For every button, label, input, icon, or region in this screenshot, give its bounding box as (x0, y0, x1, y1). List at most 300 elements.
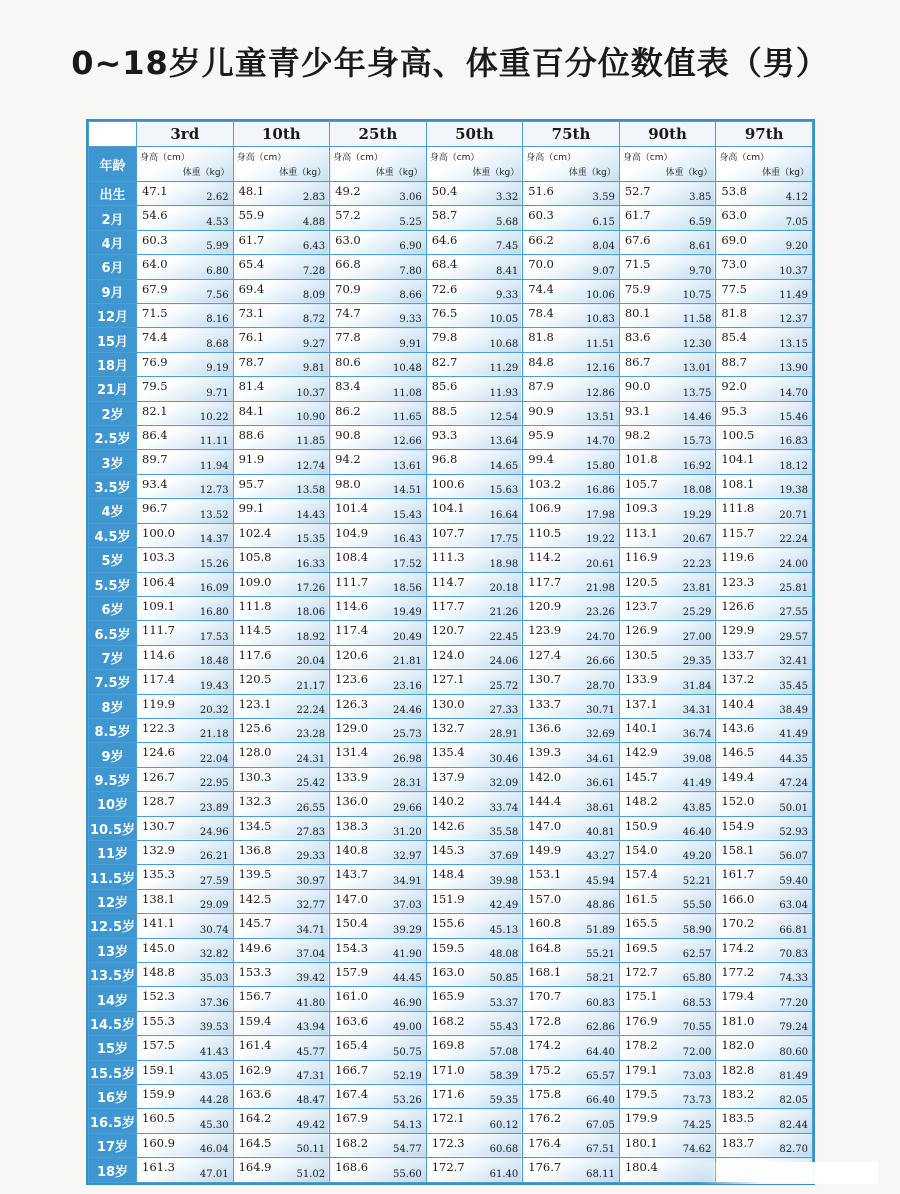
weight-value: 23.28 (296, 729, 326, 741)
height-value: 86.4 (142, 428, 168, 443)
height-value: 89.7 (142, 452, 168, 467)
weight-value: 7.05 (785, 216, 808, 228)
height-value: 65.4 (238, 257, 265, 272)
height-value: 134.5 (238, 818, 272, 833)
value-cell (233, 279, 330, 303)
height-value: 78.7 (238, 354, 265, 369)
weight-value: 29.57 (779, 631, 808, 643)
weight-value: 15.80 (586, 460, 615, 472)
weight-value: 32.69 (586, 729, 615, 741)
height-value: 137.9 (431, 769, 465, 784)
value-cell (330, 499, 427, 523)
height-value: 60.3 (528, 208, 554, 223)
weight-value: 55.50 (682, 900, 712, 912)
height-value: 78.4 (528, 306, 554, 321)
value-cell (716, 182, 813, 206)
height-value: 169.8 (431, 1038, 465, 1053)
value-cell (619, 670, 716, 694)
height-value: 175.2 (528, 1062, 562, 1077)
value-cell (523, 1060, 620, 1084)
weight-value: 5.99 (206, 241, 229, 253)
weight-value: 2.83 (302, 192, 326, 204)
weight-value: 13.15 (779, 338, 808, 350)
height-value: 170.2 (721, 916, 755, 931)
value-cell (330, 840, 427, 864)
weight-value: 57.08 (489, 1046, 519, 1058)
percentile-header-row (89, 122, 813, 147)
value-cell (619, 474, 716, 498)
height-value: 123.6 (335, 672, 369, 687)
value-cell (137, 401, 234, 425)
weight-value: 48.47 (296, 1095, 326, 1107)
value-cell (137, 596, 234, 620)
weight-value: 41.49 (682, 778, 712, 790)
value-cell (426, 426, 523, 450)
value-cell (426, 645, 523, 669)
value-cell (716, 889, 813, 913)
value-cell (233, 474, 330, 498)
weight-value: 6.15 (592, 216, 615, 228)
weight-value: 49.00 (393, 1022, 422, 1034)
weight-value: 17.52 (393, 558, 422, 570)
value-cell (233, 450, 330, 474)
height-value: 114.2 (528, 550, 562, 565)
height-value: 141.1 (142, 916, 175, 931)
value-cell (426, 206, 523, 230)
value-cell (619, 548, 716, 572)
weight-value: 11.29 (489, 363, 519, 375)
weight-value: 13.75 (682, 387, 712, 399)
height-value: 164.8 (528, 940, 562, 955)
height-value: 55.9 (238, 208, 265, 223)
table-row (89, 572, 813, 596)
weight-value: 66.81 (779, 924, 808, 936)
value-cell (137, 1133, 234, 1157)
value-cell (426, 840, 523, 864)
weight-value: 74.33 (779, 973, 808, 985)
height-value: 174.2 (528, 1038, 562, 1053)
weight-value: 45.30 (199, 1119, 229, 1131)
value-cell (619, 743, 716, 767)
height-value: 138.3 (335, 818, 369, 833)
height-value: 111.7 (142, 623, 175, 638)
weight-value: 13.51 (586, 412, 615, 424)
weight-value: 33.74 (489, 802, 519, 814)
value-cell (426, 792, 523, 816)
weight-value: 26.66 (586, 656, 615, 668)
height-value: 167.9 (335, 1111, 369, 1126)
table-body (89, 182, 813, 1183)
value-cell (523, 596, 620, 620)
weight-value: 30.71 (586, 704, 615, 716)
weight-value: 9.71 (206, 387, 229, 399)
weight-value: 32.09 (489, 778, 519, 790)
height-value: 140.1 (624, 720, 658, 735)
weight-value: 39.42 (296, 973, 326, 985)
weight-value: 12.54 (489, 412, 519, 424)
value-cell (137, 1158, 234, 1183)
height-value: 154.0 (624, 842, 658, 857)
value-cell (426, 499, 523, 523)
weight-value: 35.45 (779, 680, 808, 692)
height-value: 119.9 (142, 696, 175, 711)
height-value: 172.1 (431, 1111, 465, 1126)
height-value: 66.8 (335, 257, 361, 272)
height-value: 102.4 (238, 525, 272, 540)
age-cell: 12.5岁 (89, 914, 137, 938)
value-cell (330, 645, 427, 669)
height-value: 160.5 (142, 1111, 175, 1126)
weight-value: 27.59 (199, 875, 229, 887)
table-row (89, 670, 813, 694)
weight-value: 8.68 (206, 338, 229, 350)
value-cell (523, 718, 620, 742)
height-value: 93.3 (431, 428, 458, 443)
height-value: 150.4 (335, 916, 369, 931)
height-value: 149.4 (721, 769, 755, 784)
weight-value: 60.12 (489, 1119, 519, 1131)
height-value: 161.4 (238, 1038, 272, 1053)
height-value: 176.4 (528, 1135, 562, 1150)
height-value: 156.7 (238, 989, 272, 1004)
height-value: 100.0 (142, 525, 175, 540)
weight-value: 21.26 (489, 607, 519, 619)
height-unit-label: 身高（cm） (140, 153, 190, 163)
weight-value: 3.85 (689, 192, 712, 204)
weight-value: 9.70 (689, 265, 712, 277)
weight-value: 10.83 (586, 314, 615, 326)
height-value: 175.8 (528, 1087, 562, 1102)
height-value: 136.0 (335, 794, 369, 809)
value-cell (523, 889, 620, 913)
height-value: 171.0 (431, 1062, 465, 1077)
weight-value: 48.08 (489, 949, 519, 960)
value-cell (233, 377, 330, 401)
table-row (89, 743, 813, 767)
height-value: 145.0 (142, 940, 175, 955)
value-cell (330, 548, 427, 572)
weight-value: 22.04 (199, 753, 229, 765)
height-value: 73.0 (721, 257, 747, 272)
value-cell (137, 792, 234, 816)
age-cell: 11.5岁 (89, 865, 137, 889)
weight-value: 22.23 (682, 558, 712, 570)
value-cell (523, 865, 620, 889)
height-value: 140.4 (721, 696, 755, 711)
weight-value: 15.26 (199, 558, 229, 570)
value-cell (233, 572, 330, 596)
weight-value: 31.20 (393, 826, 422, 838)
weight-value: 50.75 (393, 1046, 422, 1058)
weight-value: 20.49 (393, 631, 422, 643)
weight-unit-label: 体重（kg） (568, 168, 616, 178)
weight-value: 21.18 (199, 729, 229, 741)
height-value: 174.2 (721, 940, 755, 955)
value-cell (137, 670, 234, 694)
weight-value: 73.73 (682, 1095, 712, 1107)
value-cell (330, 255, 427, 279)
value-cell (523, 792, 620, 816)
table-row (89, 938, 813, 962)
height-value: 179.1 (624, 1062, 658, 1077)
weight-value: 16.64 (489, 509, 519, 521)
height-value: 117.7 (431, 598, 465, 613)
height-value: 164.9 (238, 1160, 272, 1175)
height-unit-label: 身高（cm） (622, 153, 673, 163)
weight-value: 9.33 (399, 314, 422, 326)
value-cell (330, 230, 427, 254)
height-value: 128.0 (238, 745, 272, 760)
weight-value: 10.05 (489, 314, 519, 326)
height-value: 117.4 (335, 623, 369, 638)
value-cell (619, 914, 716, 938)
height-value: 48.1 (238, 184, 265, 198)
weight-value: 9.81 (302, 363, 326, 375)
height-value: 160.8 (528, 916, 562, 931)
height-value: 80.1 (624, 306, 651, 321)
weight-value: 17.53 (199, 631, 229, 643)
value-cell (137, 1011, 234, 1035)
weight-value: 53.37 (489, 997, 519, 1009)
height-value: 105.8 (238, 550, 272, 565)
value-cell (137, 914, 234, 938)
height-value: 164.5 (238, 1135, 272, 1150)
height-value: 167.4 (335, 1087, 369, 1102)
value-cell (330, 523, 427, 547)
value-cell (330, 621, 427, 645)
height-value: 130.5 (624, 647, 658, 662)
weight-value: 41.49 (779, 729, 808, 741)
value-cell (426, 889, 523, 913)
height-value: 60.3 (142, 232, 168, 247)
weight-value: 10.37 (296, 387, 326, 399)
weight-value: 24.46 (393, 704, 422, 716)
value-cell (137, 426, 234, 450)
weight-value: 26.98 (393, 753, 422, 765)
value-cell (426, 621, 523, 645)
age-cell: 3岁 (89, 450, 137, 474)
table-row (89, 182, 813, 206)
age-cell: 7.5岁 (89, 670, 137, 694)
percentile-table-frame (86, 119, 815, 1185)
value-cell (233, 889, 330, 913)
height-value: 169.5 (624, 940, 658, 955)
height-value: 95.7 (238, 476, 265, 491)
weight-value: 50.01 (779, 802, 808, 814)
height-value: 183.5 (721, 1111, 755, 1126)
value-cell (716, 596, 813, 620)
value-cell (619, 963, 716, 987)
table-row (89, 621, 813, 645)
height-value: 163.6 (335, 1013, 369, 1028)
value-cell (426, 230, 523, 254)
height-value: 101.8 (624, 452, 658, 467)
height-value: 54.6 (142, 208, 168, 223)
value-cell (233, 865, 330, 889)
weight-value: 38.61 (586, 802, 615, 814)
height-value: 51.6 (528, 184, 554, 198)
weight-value: 13.64 (489, 436, 519, 448)
height-value: 157.0 (528, 891, 562, 906)
value-cell (137, 548, 234, 572)
table-row (89, 230, 813, 254)
weight-value: 80.60 (779, 1046, 808, 1058)
height-value: 133.9 (624, 672, 658, 687)
height-value: 93.1 (624, 403, 651, 418)
weight-value: 12.86 (586, 387, 615, 399)
height-value: 109.3 (624, 501, 658, 516)
value-cell (619, 377, 716, 401)
height-value: 161.5 (624, 891, 658, 906)
height-value: 80.6 (335, 354, 361, 369)
height-value: 175.1 (624, 989, 658, 1004)
value-cell (426, 572, 523, 596)
weight-value: 8.04 (592, 241, 615, 253)
value-cell (137, 645, 234, 669)
height-value: 120.9 (528, 598, 562, 613)
height-value: 148.8 (142, 965, 175, 979)
value-cell (137, 938, 234, 962)
height-value: 147.0 (528, 818, 562, 833)
value-cell (716, 914, 813, 938)
age-cell: 18月 (89, 352, 137, 376)
weight-value: 11.49 (779, 290, 808, 302)
value-cell (523, 1036, 620, 1060)
weight-value: 17.26 (296, 582, 326, 594)
weight-value: 61.40 (489, 1169, 519, 1180)
table-row (89, 840, 813, 864)
height-value: 96.8 (431, 452, 458, 467)
height-value: 96.7 (142, 501, 168, 516)
height-value: 85.4 (721, 330, 747, 345)
table-row (89, 1036, 813, 1060)
value-cell (619, 352, 716, 376)
weight-value: 20.18 (489, 582, 519, 594)
age-column-header: 年龄 (89, 147, 137, 182)
value-cell (523, 377, 620, 401)
age-cell: 7岁 (89, 645, 137, 669)
value-cell (619, 621, 716, 645)
height-value: 131.4 (335, 745, 369, 760)
height-value: 132.3 (238, 794, 272, 809)
value-cell (426, 743, 523, 767)
height-value: 76.9 (142, 354, 168, 369)
weight-value: 31.84 (682, 680, 712, 692)
height-value: 164.2 (238, 1111, 272, 1126)
table-row (89, 523, 813, 547)
weight-value: 2.62 (206, 192, 229, 204)
height-value: 153.1 (528, 867, 562, 882)
height-value: 179.9 (624, 1111, 658, 1126)
weight-value: 12.73 (199, 485, 229, 497)
table-row (89, 816, 813, 840)
weight-value: 16.80 (199, 607, 229, 619)
weight-value: 34.61 (586, 753, 615, 765)
weight-value: 11.93 (489, 387, 519, 399)
height-value: 176.7 (528, 1160, 562, 1175)
weight-value: 54.77 (393, 1144, 422, 1156)
value-cell (137, 328, 234, 352)
height-value: 152.3 (142, 989, 175, 1004)
height-value: 138.1 (142, 891, 175, 906)
value-cell (523, 840, 620, 864)
weight-value: 25.29 (682, 607, 712, 619)
age-cell: 6.5岁 (89, 621, 137, 645)
value-cell (233, 255, 330, 279)
height-value: 95.9 (528, 428, 554, 443)
value-cell (426, 1011, 523, 1035)
height-value: 81.8 (721, 306, 747, 321)
weight-value: 30.74 (199, 924, 229, 936)
weight-value: 11.65 (393, 412, 422, 424)
percentile-table (88, 121, 813, 1183)
value-cell (330, 401, 427, 425)
height-value: 86.2 (335, 403, 361, 418)
height-value: 103.2 (528, 476, 562, 491)
value-cell (426, 304, 523, 328)
value-cell (233, 718, 330, 742)
weight-value: 10.22 (199, 412, 229, 424)
weight-value: 39.08 (682, 753, 712, 765)
value-cell (426, 987, 523, 1011)
height-value: 106.9 (528, 501, 562, 516)
value-cell (716, 523, 813, 547)
age-cell: 4岁 (89, 499, 137, 523)
height-value: 149.9 (528, 842, 562, 857)
value-cell (619, 304, 716, 328)
height-value: 90.0 (624, 379, 651, 394)
weight-value: 55.43 (489, 1022, 519, 1034)
value-cell (619, 523, 716, 547)
weight-value: 11.94 (199, 460, 229, 472)
height-value: 163.0 (431, 965, 465, 979)
weight-value: 17.75 (489, 534, 519, 546)
value-cell (523, 621, 620, 645)
height-value: 74.4 (528, 281, 554, 296)
weight-value: 53.26 (393, 1095, 422, 1107)
weight-value: 35.03 (199, 973, 229, 985)
age-cell: 18岁 (89, 1158, 137, 1183)
height-value: 172.8 (528, 1013, 562, 1028)
weight-value: 4.53 (206, 216, 229, 228)
height-value: 163.6 (238, 1087, 272, 1102)
weight-value: 34.31 (682, 704, 712, 716)
weight-value: 41.43 (199, 1046, 229, 1058)
value-cell (233, 621, 330, 645)
weight-value: 7.28 (302, 265, 326, 277)
height-value: 183.2 (721, 1087, 755, 1102)
weight-value: 18.06 (296, 607, 326, 619)
height-value: 147.0 (335, 891, 369, 906)
weight-value: 23.26 (586, 607, 615, 619)
value-cell (619, 1036, 716, 1060)
weight-value: 29.35 (682, 656, 712, 668)
weight-value: 47.01 (199, 1169, 229, 1180)
weight-value: 16.92 (682, 460, 712, 472)
weight-value: 45.94 (586, 875, 615, 887)
weight-value: 19.22 (586, 534, 615, 546)
height-value: 180.4 (624, 1160, 658, 1175)
value-cell (233, 938, 330, 962)
weight-value: 24.06 (489, 656, 519, 668)
weight-value: 37.36 (199, 997, 229, 1009)
value-cell (716, 1036, 813, 1060)
weight-value: 10.48 (393, 363, 422, 375)
weight-value: 30.97 (296, 875, 326, 887)
height-value: 172.7 (431, 1160, 465, 1175)
value-cell (523, 426, 620, 450)
value-cell (716, 840, 813, 864)
